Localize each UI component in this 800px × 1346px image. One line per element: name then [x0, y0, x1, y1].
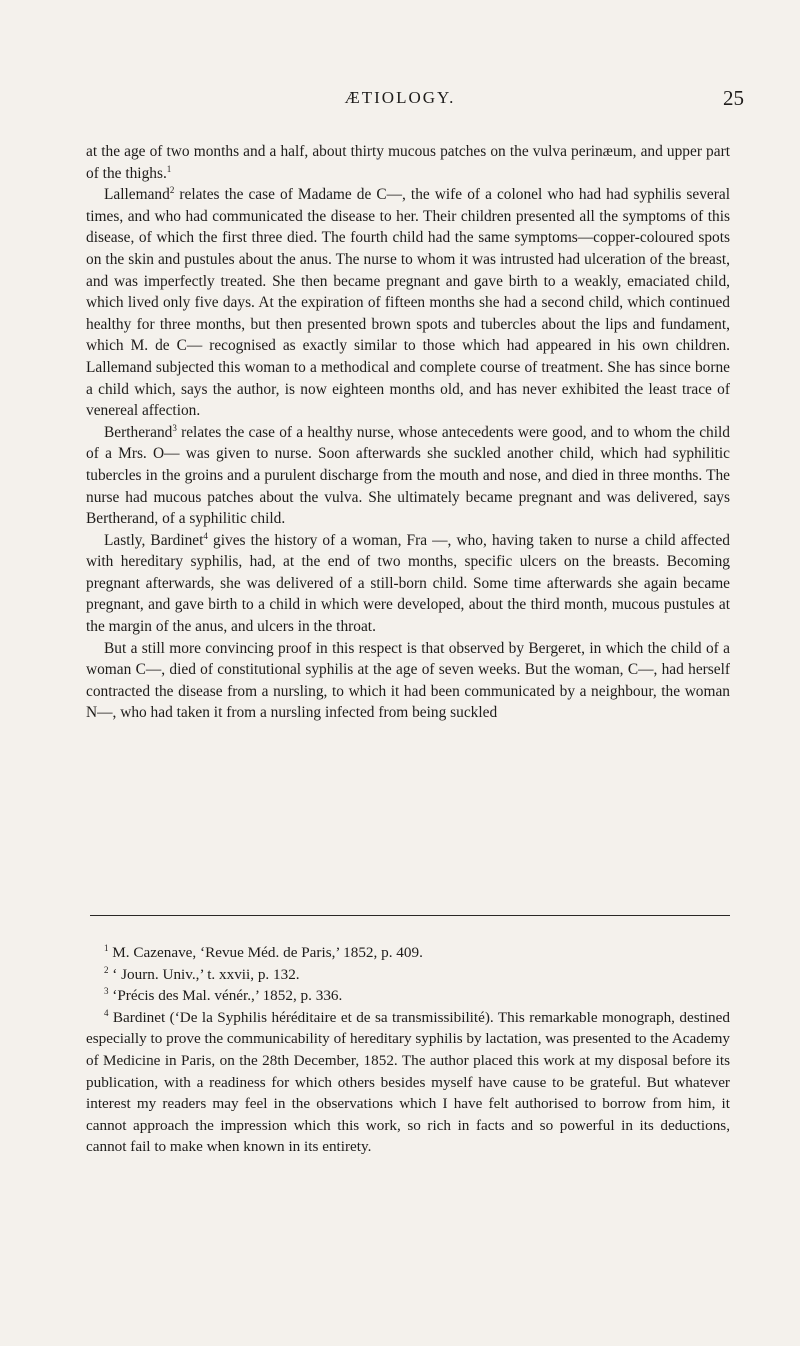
footnote-2	[86, 964, 730, 986]
paragraph-2	[86, 184, 730, 422]
paragraph-text: relates the case of a healthy nurse, whose antecedents were good, and to whom the child of a Mrs. O— was given to nurse. Soon afterwards she suckled another child, which had syphilitic tubercles in the groins and a purulent discharge from the mouth and nose, and died in three months. The nurse had mucous patches about the vulva. She ultimately became pregnant and was delivered, says Bertherand, of a syphilitic child.	[86, 423, 730, 528]
footnote-text: ‘ Journ. Univ.,’ t. xxvii, p. 132.	[108, 965, 300, 983]
footnote-text: M. Cazenave, ‘Revue Méd. de Paris,’ 1852, p. 409.	[108, 944, 423, 961]
paragraph-text: Bertherand	[104, 423, 173, 441]
footnote-text: ‘Précis des Mal. vénér.,’ 1852, p. 336.	[108, 987, 343, 1005]
footnote-divider	[90, 915, 730, 916]
footnote-3	[86, 985, 730, 1007]
paragraph-4	[86, 530, 730, 638]
footnote-4	[86, 1007, 730, 1158]
page-number: 25	[723, 86, 744, 110]
footnote-marker: 3	[104, 986, 109, 997]
footnote-text: Bardinet (‘De la Syphilis héréditaire et de sa transmissibilité). This remarkable monograph, destined especially to prove the communicability of hereditary syphilis by lactation, was presented to the Academy of Medicine in Paris, on the 28th December, 1852. The author placed this work at my disposal before its publication, with a readiness for which others besides myself have cause to be grateful. But whatever interest my readers may feel in the observations which I have felt authorised to borrow from him, it cannot approach the impression which this work, so rich in facts and so powerful in its deductions, cannot fail to make when known in its entirety.	[86, 1008, 731, 1156]
footnote-ref: 3	[172, 422, 177, 433]
footnote-marker: 1	[104, 943, 109, 953]
footnote-1	[86, 942, 730, 964]
running-title: ÆTIOLOGY.	[344, 88, 456, 107]
paragraph-5	[86, 638, 730, 724]
footnotes	[86, 942, 730, 1158]
paragraph-1	[86, 141, 730, 184]
paragraph-text: Lastly, Bardinet	[104, 531, 204, 549]
page-header	[0, 88, 800, 112]
paragraph-text: Lallemand	[104, 186, 170, 204]
paragraph-text: relates the case of Madame de C—, the wife of a colonel who had had syphilis several times, and who had communicated the disease to her. Their children presented all the symptoms of this disease, of which the first three died. The fourth child had the same symptoms—copper-coloured spots on the skin and pustules about the anus. The nurse to whom it was intrusted had ulceration of the breast, and was imperfectly treated. She then became pregnant and gave birth to a weakly, emaciated child, which lived only five days. At the expiration of fifteen months she had a second child, which continued healthy for three months, but then presented brown spots and tubercles about the lips and fundament, which M. de C— recognised as exactly similar to those which had appeared in his own children. Lallemand subjected this woman to a methodical and complete course of treatment. She has since borne a child which, says the author, is now eighteen months old, and has never exhibited the least trace of venereal affection.	[86, 186, 730, 420]
body-text	[86, 141, 730, 724]
footnote-ref: 4	[203, 530, 208, 541]
footnote-ref: 1	[166, 163, 172, 174]
footnote-marker: 4	[104, 1007, 109, 1018]
paragraph-text: at the age of two months and a half, about thirty mucous patches on the vulva perinæum, and upper part of the thighs.	[86, 143, 730, 182]
paragraph-text: gives the history of a woman, Fra —, who, having taken to nurse a child affected with hereditary syphilis, had, at the end of two months, specific ulcers on the breasts. Becoming pregnant afterwards, she was delivered of a still-born child. Some time afterwards she again became pregnant, and gave birth to a child in which were developed, about the third month, mucous pustules at the margin of the anus, and ulcers in the throat.	[86, 531, 730, 636]
paragraph-text: But a still more convincing proof in this respect is that observed by Bergeret, in which the child of a woman C—, died of constitutional syphilis at the age of seven weeks. But the woman, C—, had herself contracted the disease from a nursling, to which it had been communicated by a neighbour, the woman N—, who had taken it from a nursling infected from being suckled	[86, 639, 730, 722]
paragraph-3	[86, 422, 730, 530]
footnote-ref: 2	[169, 185, 175, 196]
footnote-marker: 2	[104, 964, 109, 975]
